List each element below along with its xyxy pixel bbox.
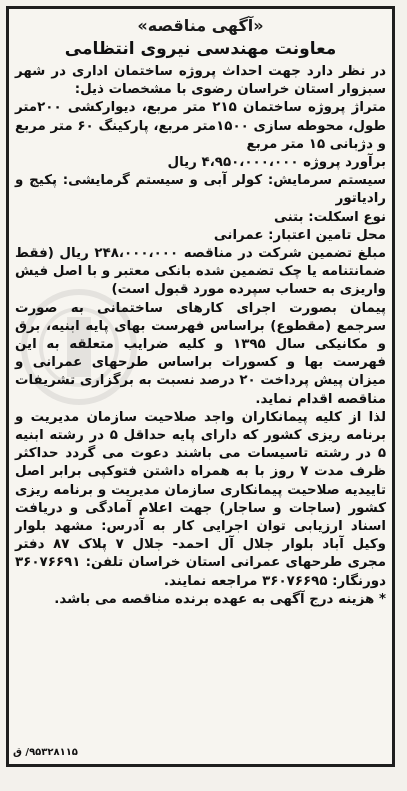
intro-paragraph: در نظر دارد جهت احداث پروژه ساختمان اداری در شهر سبزوار استان خراسان رضوی با مشخصات ذیل: — [15, 64, 386, 98]
bid-guarantee: مبلغ تضمین شرکت در مناقصه ۲۴۸،۰۰۰،۰۰۰ ریال (فقط ضمانتنامه یا چک تضمین شده بانکی معتبر و با اصل فیش واریزی به حساب سپرده مورد قبول است) — [15, 246, 386, 298]
project-specs: متراژ پروژه ساختمان ۲۱۵ متر مربع، دیوارکشی ۲۰۰متر طول، محوطه سازی ۱۵۰۰متر مربع، پارکینگ ۶۰ متر مربع و دژبانی ۱۵ متر مربع — [15, 100, 387, 152]
project-estimate: برآورد پروژه ۴،۹۵۰،۰۰۰،۰۰۰ ریال — [167, 155, 386, 171]
hvac-system: سیستم سرمایش: کولر آبی و سیستم گرمایشی: پکیج و رادیاتور — [15, 173, 386, 207]
tender-notice — [6, 6, 395, 767]
structure-type: نوع اسکلت: بتنی — [274, 209, 386, 225]
contract-terms: پیمان بصورت اجرای کارهای ساختمانی به صورت سرجمع (مقطوع) براساس فهرست بهای پایه ابنیه، برق و مکانیکی سال ۱۳۹۵ و کلیه ضرایب متعلقه به این فهرست بها و کسورات براساس طرحهای عمرانی و میزان پیش پرداخت ۲۰ درصد نسبت به برگزاری تشریفات مناقصه اقدام نماید. — [15, 300, 387, 407]
notice-code: ۹۵۳۲۸۱۱۵/ ق — [13, 747, 78, 758]
notice-content — [15, 15, 386, 758]
funding-source: محل تامین اعتبار: عمرانی — [213, 227, 386, 243]
fee-note: * هزینه درج آگهی به عهده برنده مناقصه می باشد. — [54, 591, 386, 607]
issuer-name: معاونت مهندسی نیروی انتظامی — [64, 39, 337, 59]
notice-title: «آگهی مناقصه» — [137, 16, 264, 35]
invitation-paragraph: لذا از کلیه پیمانکاران واجد صلاحیت سازمان مدیریت و برنامه ریزی کشور که دارای پایه حداقل ۵ در رشته ابنیه ۵ در رشته تاسیسات می باشند دعوت می گردد حداکثر ظرف مدت ۷ روز با به همراه داشتن فتوکپی برابر اصل تاییدیه صلاحیت پیمانکاری سازمان مدیریت و برنامه ریزی کشور (ساجات و ساجار) جهت اعلام آمادگی و دریافت اسناد ارزیابی توان اجرایی کار به آدرس: مشهد بلوار وکیل آباد بلوار جلال آل احمد- جلال ۷ پلاک ۸۷ دفتر مجری طرحهای عمرانی استان خراسان تلفن: ۳۶۰۷۶۶۹۱ دورنگار: ۳۶۰۷۶۶۹۵ مراجعه نمایند. — [15, 409, 386, 589]
notice-body — [15, 63, 386, 609]
